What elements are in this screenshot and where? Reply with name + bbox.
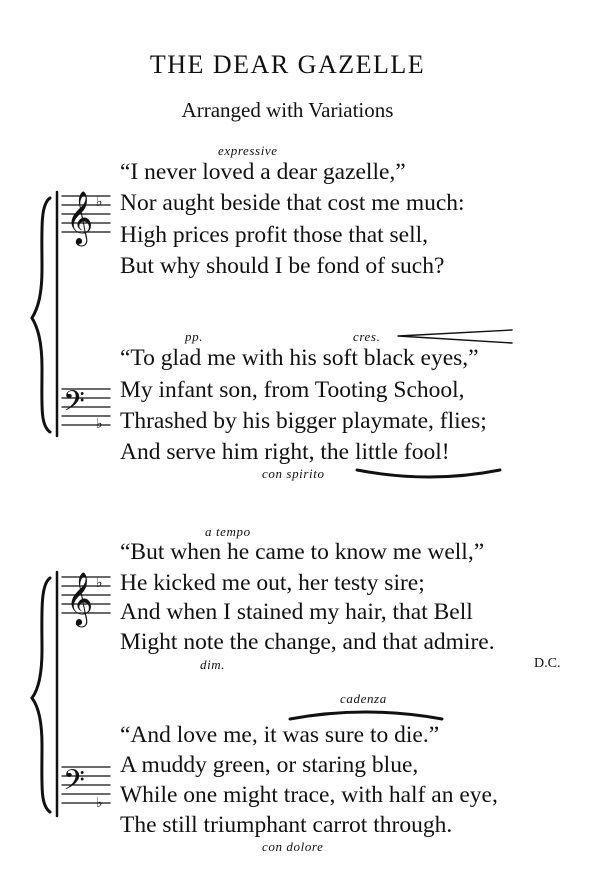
bass-clef-icon: 𝄢	[63, 385, 85, 425]
flat-icon: ♭	[96, 575, 103, 591]
poem-line: Might note the change, and that admire.	[120, 629, 495, 655]
poem-line: “To glad me with his soft black eyes,”	[120, 345, 479, 371]
marking-dim: dim.	[200, 657, 226, 672]
flat-icon: ♭	[96, 416, 103, 432]
marking-expressive: expressive	[218, 143, 278, 158]
flat-icon: ♭	[96, 795, 103, 811]
marking-cres: cres.	[353, 329, 381, 344]
brace-icon	[32, 578, 50, 812]
slur-icon	[357, 470, 500, 477]
brace-icon	[32, 198, 50, 432]
poem-line: “But when he came to know me well,”	[120, 539, 485, 565]
poem-line: Nor aught beside that cost me much:	[120, 190, 465, 216]
poem-line: But why should I be fond of such?	[120, 253, 445, 279]
crescendo-hairpin-icon	[398, 330, 512, 343]
treble-clef-icon: 𝄞	[66, 571, 94, 625]
poem-line: High prices profit those that sell,	[120, 222, 429, 248]
poem-line: “I never loved a dear gazelle,”	[120, 159, 406, 185]
poem-line: He kicked me out, her testy sire;	[120, 570, 425, 596]
marking-cadenza: cadenza	[340, 691, 387, 706]
treble-clef-icon: 𝄞	[66, 190, 94, 244]
poem-line: And when I stained my hair, that Bell	[120, 599, 473, 625]
poem-line: A muddy green, or staring blue,	[120, 752, 419, 778]
marking-dc: D.C.	[534, 656, 561, 671]
flat-icon: ♭	[96, 194, 103, 210]
poem-line: Thrashed by his bigger playmate, flies;	[120, 408, 487, 434]
page-subtitle: Arranged with Variations	[181, 98, 394, 122]
slur-icon	[290, 712, 442, 719]
marking-pp: pp.	[185, 329, 204, 344]
poem-line: And serve him right, the little fool!	[120, 439, 450, 465]
poem-line: The still triumphant carrot through.	[120, 812, 453, 838]
page-title: THE DEAR GAZELLE	[149, 50, 426, 79]
bass-clef-icon: 𝄢	[63, 764, 85, 804]
poem-line: “And love me, it was sure to die.”	[120, 722, 440, 748]
marking-a-tempo: a tempo	[205, 524, 251, 539]
poem-line: While one might trace, with half an eye,	[120, 782, 498, 808]
marking-con-dolore: con dolore	[262, 839, 324, 854]
marking-con-spirito: con spirito	[262, 466, 325, 481]
poem-line: My infant son, from Tooting School,	[120, 377, 465, 403]
